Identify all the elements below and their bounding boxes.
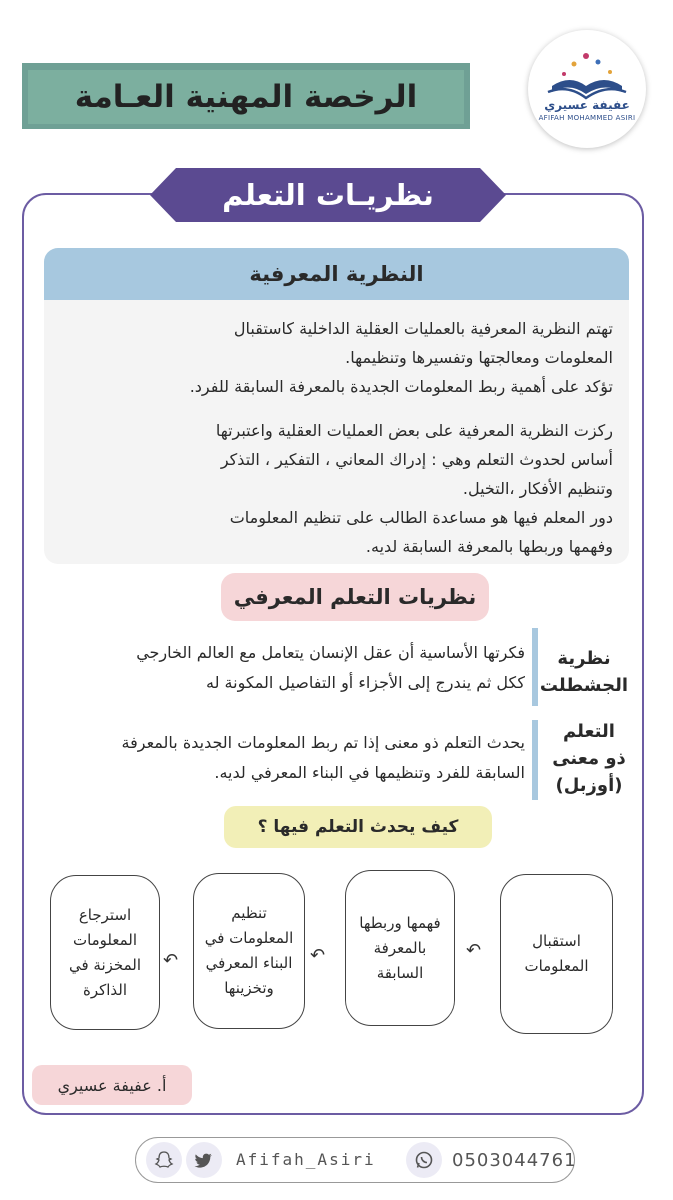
open-book-icon xyxy=(528,30,646,148)
step-4-retrieve: استرجاع المعلومات المخزنة في الذاكرة xyxy=(50,875,160,1030)
theories-title: نظريات التعلم المعرفي xyxy=(221,573,489,621)
ausubel-description xyxy=(25,728,525,788)
text-line: يحدث التعلم ذو معنى إذا تم ربط المعلومات الجديدة بالمعرفة xyxy=(121,733,525,752)
cognitive-paragraph-2 xyxy=(53,416,613,561)
text-line: السابقة للفرد وتنظيمها في البناء المعرفي لديه. xyxy=(214,763,525,782)
logo-name: عفيفة عسيري xyxy=(544,98,630,112)
step-2-understand: فهمها وربطها بالمعرفة السابقة xyxy=(345,870,455,1026)
ausubel-divider xyxy=(532,720,538,800)
text-line: تهتم النظرية المعرفية بالعمليات العقلية الداخلية كاستقبال xyxy=(233,319,613,338)
arrow-left-icon: ↶ xyxy=(310,945,326,966)
arrow-left-icon: ↶ xyxy=(163,950,179,971)
text-line: دور المعلم فيها هو مساعدة الطالب على تنظيم المعلومات xyxy=(229,508,613,527)
text-line: وتنظيم الأفكار ،التخيل. xyxy=(462,479,613,498)
ausubel-label-line: ذو معنى xyxy=(552,748,626,769)
text-line: تؤكد على أهمية ربط المعلومات الجديدة بالمعرفة السابقة للفرد. xyxy=(189,377,613,396)
author-badge: أ. عفيفة عسيري xyxy=(32,1065,192,1105)
snapchat-icon[interactable] xyxy=(146,1142,182,1178)
ausubel-label xyxy=(540,718,638,799)
text-line: المعلومات ومعالجتها وتفسيرها وتنظيمها. xyxy=(345,348,613,367)
gestalt-description xyxy=(35,638,525,698)
section-title: نظريـات التعلم xyxy=(222,178,434,212)
step-1-receive: استقبال المعلومات xyxy=(500,874,613,1034)
gestalt-label-line: نظرية xyxy=(557,648,611,669)
ausubel-label-line: التعلم xyxy=(563,721,615,742)
phone-number[interactable]: 0503044761 xyxy=(452,1150,577,1171)
text-line: فكرتها الأساسية أن عقل الإنسان يتعامل مع العالم الخارجي xyxy=(136,643,525,662)
text-line: وفهمها وربطها بالمعرفة السابقة لديه. xyxy=(365,537,613,556)
logo xyxy=(528,30,646,148)
ausubel-label-line: (أوزبل) xyxy=(555,775,623,796)
cognitive-paragraph-1 xyxy=(53,314,613,401)
gestalt-label-line: الجشطلت xyxy=(539,675,628,696)
twitter-icon[interactable] xyxy=(186,1142,222,1178)
cognitive-theory-heading: النظرية المعرفية xyxy=(44,248,629,300)
whatsapp-icon[interactable] xyxy=(406,1142,442,1178)
how-learning-title: كيف يحدث التعلم فيها ؟ xyxy=(224,806,492,848)
header-title: الرخصة المهنية العـامة xyxy=(28,70,464,124)
step-3-organize: تنظيم المعلومات في البناء المعرفي وتخزينها xyxy=(193,873,305,1029)
text-line: ركزت النظرية المعرفية على بعض العمليات العقلية واعتبرتها xyxy=(215,421,613,440)
social-handle[interactable]: Afifah_Asiri xyxy=(236,1150,376,1169)
text-line: أساس لحدوث التعلم وهي : إدراك المعاني ، التفكير ، التذكر xyxy=(220,450,613,469)
logo-subtitle: AFIFAH MOHAMMED ASIRI xyxy=(538,114,636,122)
gestalt-label xyxy=(540,645,628,699)
arrow-left-icon: ↶ xyxy=(466,940,482,961)
text-line: ككل ثم يندرج إلى الأجزاء أو التفاصيل المكونة له xyxy=(206,673,525,692)
gestalt-divider xyxy=(532,628,538,706)
